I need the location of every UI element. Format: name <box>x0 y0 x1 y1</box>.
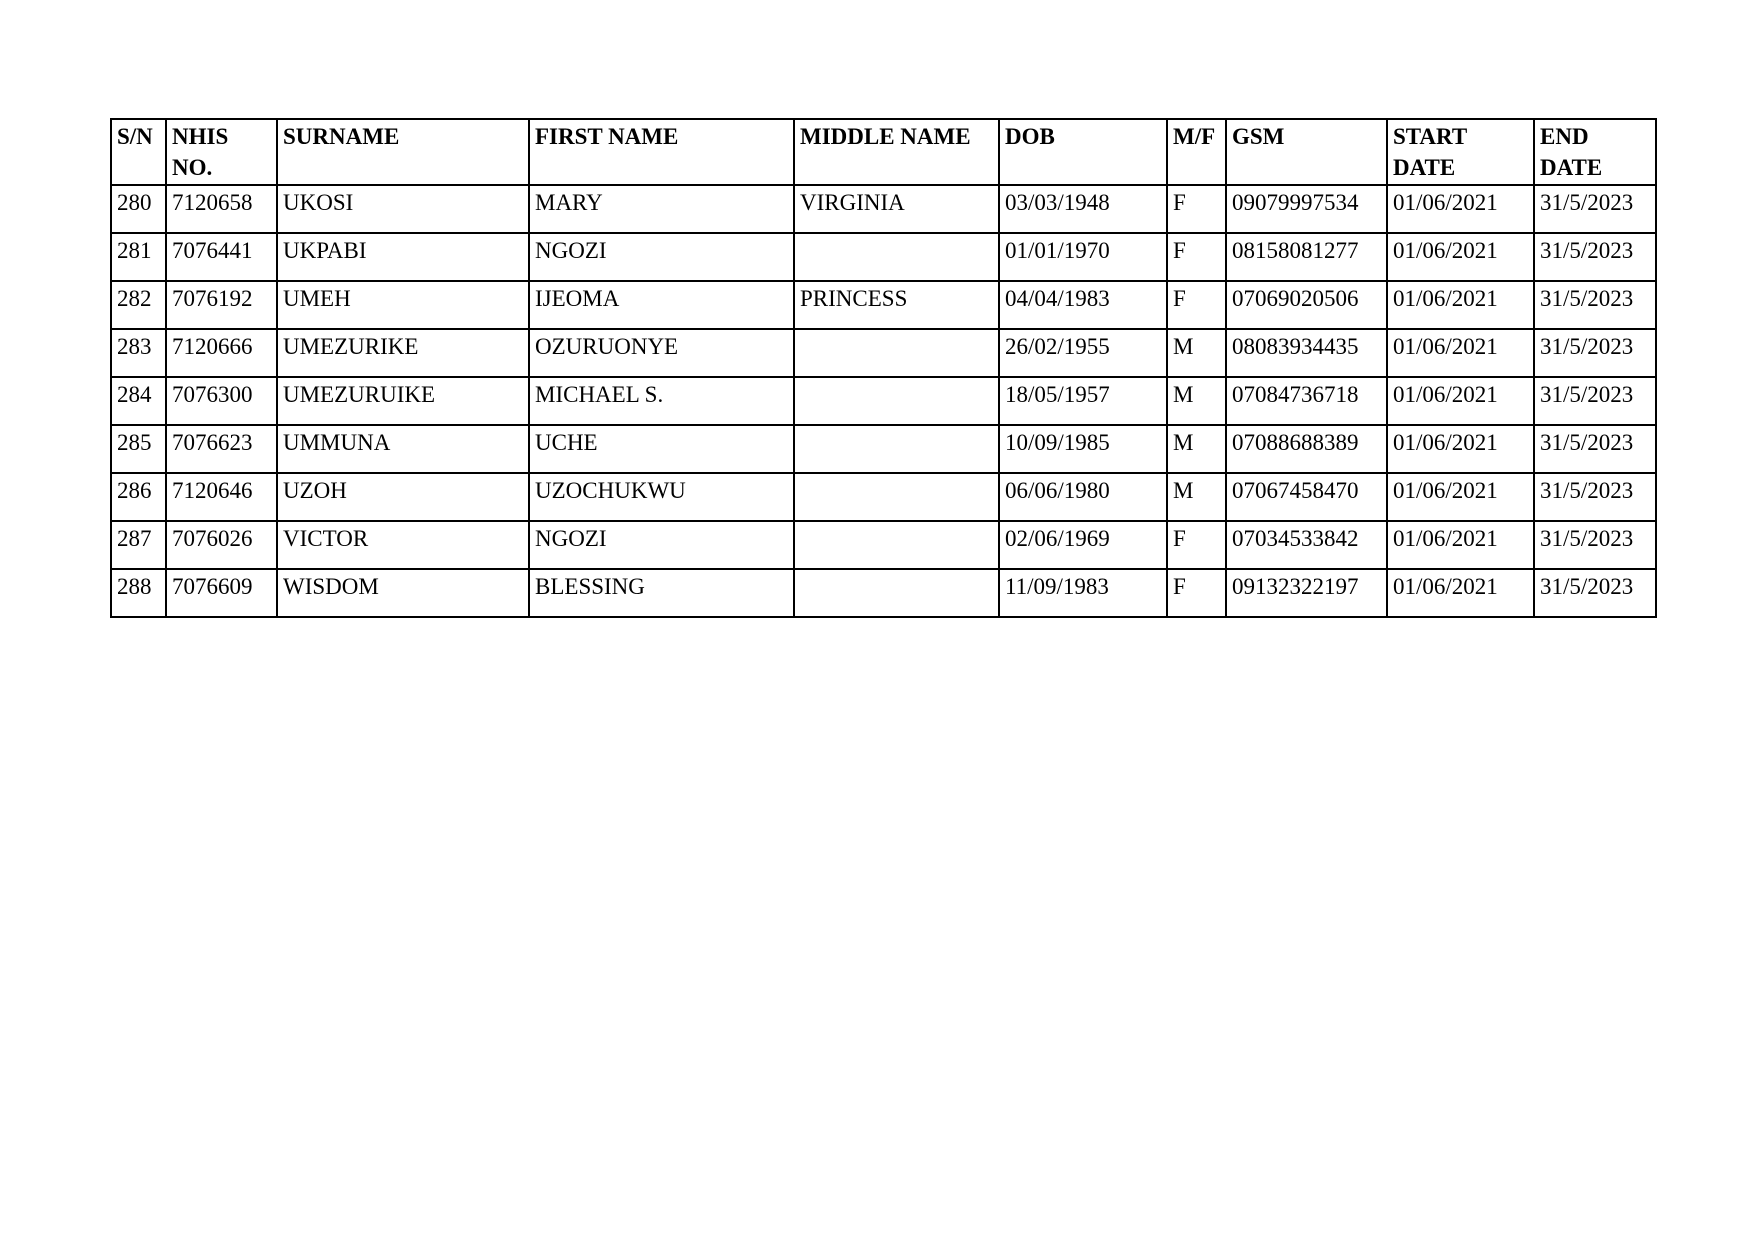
nhis-no-cell: 7120646 <box>166 473 277 521</box>
header-label: SURNAME <box>283 124 400 149</box>
first-name-cell: NGOZI <box>529 233 794 281</box>
nhis-no-cell: 7076026 <box>166 521 277 569</box>
end-date-header <box>1534 119 1656 185</box>
gender-cell: M <box>1167 473 1226 521</box>
header-label: DOB <box>1005 124 1055 149</box>
dob-header <box>999 119 1167 185</box>
sn-header <box>111 119 166 185</box>
nhis-no-cell: 7076192 <box>166 281 277 329</box>
gsm-cell: 07069020506 <box>1226 281 1387 329</box>
first-name-cell: UZOCHUKWU <box>529 473 794 521</box>
surname-header <box>277 119 529 185</box>
dob-cell: 04/04/1983 <box>999 281 1167 329</box>
header-label: M/F <box>1173 124 1216 149</box>
enrollee-table <box>110 118 1657 618</box>
header-label: NO. <box>172 155 213 180</box>
table-row <box>111 521 1656 569</box>
end-date-cell: 31/5/2023 <box>1534 377 1656 425</box>
surname-cell: UKPABI <box>277 233 529 281</box>
nhis-no-cell: 7120666 <box>166 329 277 377</box>
end-date-cell: 31/5/2023 <box>1534 329 1656 377</box>
gsm-cell: 07067458470 <box>1226 473 1387 521</box>
table-row <box>111 473 1656 521</box>
start-date-cell: 01/06/2021 <box>1387 233 1534 281</box>
nhis-no-cell: 7076609 <box>166 569 277 617</box>
gender-cell: M <box>1167 425 1226 473</box>
first-name-cell: MICHAEL S. <box>529 377 794 425</box>
gender-header <box>1167 119 1226 185</box>
middle-name-cell <box>794 329 999 377</box>
end-date-cell: 31/5/2023 <box>1534 185 1656 233</box>
end-date-cell: 31/5/2023 <box>1534 281 1656 329</box>
middle-name-header <box>794 119 999 185</box>
surname-cell: WISDOM <box>277 569 529 617</box>
dob-cell: 06/06/1980 <box>999 473 1167 521</box>
gsm-cell: 08158081277 <box>1226 233 1387 281</box>
sn-cell: 281 <box>111 233 166 281</box>
start-date-cell: 01/06/2021 <box>1387 473 1534 521</box>
gender-cell: F <box>1167 281 1226 329</box>
surname-cell: VICTOR <box>277 521 529 569</box>
first-name-cell: NGOZI <box>529 521 794 569</box>
table-row <box>111 281 1656 329</box>
sn-cell: 285 <box>111 425 166 473</box>
gender-cell: F <box>1167 233 1226 281</box>
nhis-no-cell: 7076441 <box>166 233 277 281</box>
middle-name-cell <box>794 233 999 281</box>
surname-cell: UMEZURUIKE <box>277 377 529 425</box>
nhis-no-header <box>166 119 277 185</box>
first-name-cell: BLESSING <box>529 569 794 617</box>
surname-cell: UMEZURIKE <box>277 329 529 377</box>
gsm-header <box>1226 119 1387 185</box>
first-name-cell: UCHE <box>529 425 794 473</box>
surname-cell: UMEH <box>277 281 529 329</box>
header-label: S/N <box>117 124 153 149</box>
header-label: MIDDLE NAME <box>800 124 971 149</box>
table-row <box>111 377 1656 425</box>
sn-cell: 286 <box>111 473 166 521</box>
nhis-no-cell: 7076300 <box>166 377 277 425</box>
table-row <box>111 569 1656 617</box>
gsm-cell: 09132322197 <box>1226 569 1387 617</box>
end-date-cell: 31/5/2023 <box>1534 521 1656 569</box>
gender-cell: F <box>1167 185 1226 233</box>
middle-name-cell: VIRGINIA <box>794 185 999 233</box>
nhis-no-cell: 7076623 <box>166 425 277 473</box>
table-body <box>111 185 1656 617</box>
gender-cell: F <box>1167 521 1226 569</box>
first-name-header <box>529 119 794 185</box>
sn-cell: 280 <box>111 185 166 233</box>
start-date-cell: 01/06/2021 <box>1387 281 1534 329</box>
first-name-cell: IJEOMA <box>529 281 794 329</box>
dob-cell: 03/03/1948 <box>999 185 1167 233</box>
end-date-cell: 31/5/2023 <box>1534 425 1656 473</box>
gsm-cell: 08083934435 <box>1226 329 1387 377</box>
gsm-cell: 07088688389 <box>1226 425 1387 473</box>
header-label: FIRST NAME <box>535 124 679 149</box>
header-label: NHIS <box>172 124 229 149</box>
middle-name-cell <box>794 377 999 425</box>
sn-cell: 282 <box>111 281 166 329</box>
header-label: END <box>1540 124 1589 149</box>
table-row <box>111 185 1656 233</box>
middle-name-cell <box>794 473 999 521</box>
table-header <box>111 119 1656 185</box>
start-date-cell: 01/06/2021 <box>1387 569 1534 617</box>
header-label: DATE <box>1540 155 1603 180</box>
start-date-cell: 01/06/2021 <box>1387 521 1534 569</box>
header-label: GSM <box>1232 124 1285 149</box>
middle-name-cell: PRINCESS <box>794 281 999 329</box>
start-date-cell: 01/06/2021 <box>1387 329 1534 377</box>
nhis-no-cell: 7120658 <box>166 185 277 233</box>
sn-cell: 284 <box>111 377 166 425</box>
dob-cell: 26/02/1955 <box>999 329 1167 377</box>
start-date-cell: 01/06/2021 <box>1387 377 1534 425</box>
dob-cell: 01/01/1970 <box>999 233 1167 281</box>
sn-cell: 283 <box>111 329 166 377</box>
end-date-cell: 31/5/2023 <box>1534 233 1656 281</box>
middle-name-cell <box>794 521 999 569</box>
gsm-cell: 07084736718 <box>1226 377 1387 425</box>
gender-cell: M <box>1167 329 1226 377</box>
gsm-cell: 09079997534 <box>1226 185 1387 233</box>
surname-cell: UKOSI <box>277 185 529 233</box>
gender-cell: F <box>1167 569 1226 617</box>
dob-cell: 10/09/1985 <box>999 425 1167 473</box>
middle-name-cell <box>794 569 999 617</box>
gsm-cell: 07034533842 <box>1226 521 1387 569</box>
first-name-cell: OZURUONYE <box>529 329 794 377</box>
start-date-cell: 01/06/2021 <box>1387 425 1534 473</box>
first-name-cell: MARY <box>529 185 794 233</box>
dob-cell: 02/06/1969 <box>999 521 1167 569</box>
end-date-cell: 31/5/2023 <box>1534 569 1656 617</box>
dob-cell: 11/09/1983 <box>999 569 1167 617</box>
table-row <box>111 329 1656 377</box>
end-date-cell: 31/5/2023 <box>1534 473 1656 521</box>
dob-cell: 18/05/1957 <box>999 377 1167 425</box>
header-row <box>111 119 1656 185</box>
header-label: START <box>1393 124 1468 149</box>
start-date-header <box>1387 119 1534 185</box>
sn-cell: 288 <box>111 569 166 617</box>
header-label: DATE <box>1393 155 1456 180</box>
sn-cell: 287 <box>111 521 166 569</box>
surname-cell: UZOH <box>277 473 529 521</box>
table-row <box>111 425 1656 473</box>
middle-name-cell <box>794 425 999 473</box>
table-row <box>111 233 1656 281</box>
surname-cell: UMMUNA <box>277 425 529 473</box>
start-date-cell: 01/06/2021 <box>1387 185 1534 233</box>
gender-cell: M <box>1167 377 1226 425</box>
